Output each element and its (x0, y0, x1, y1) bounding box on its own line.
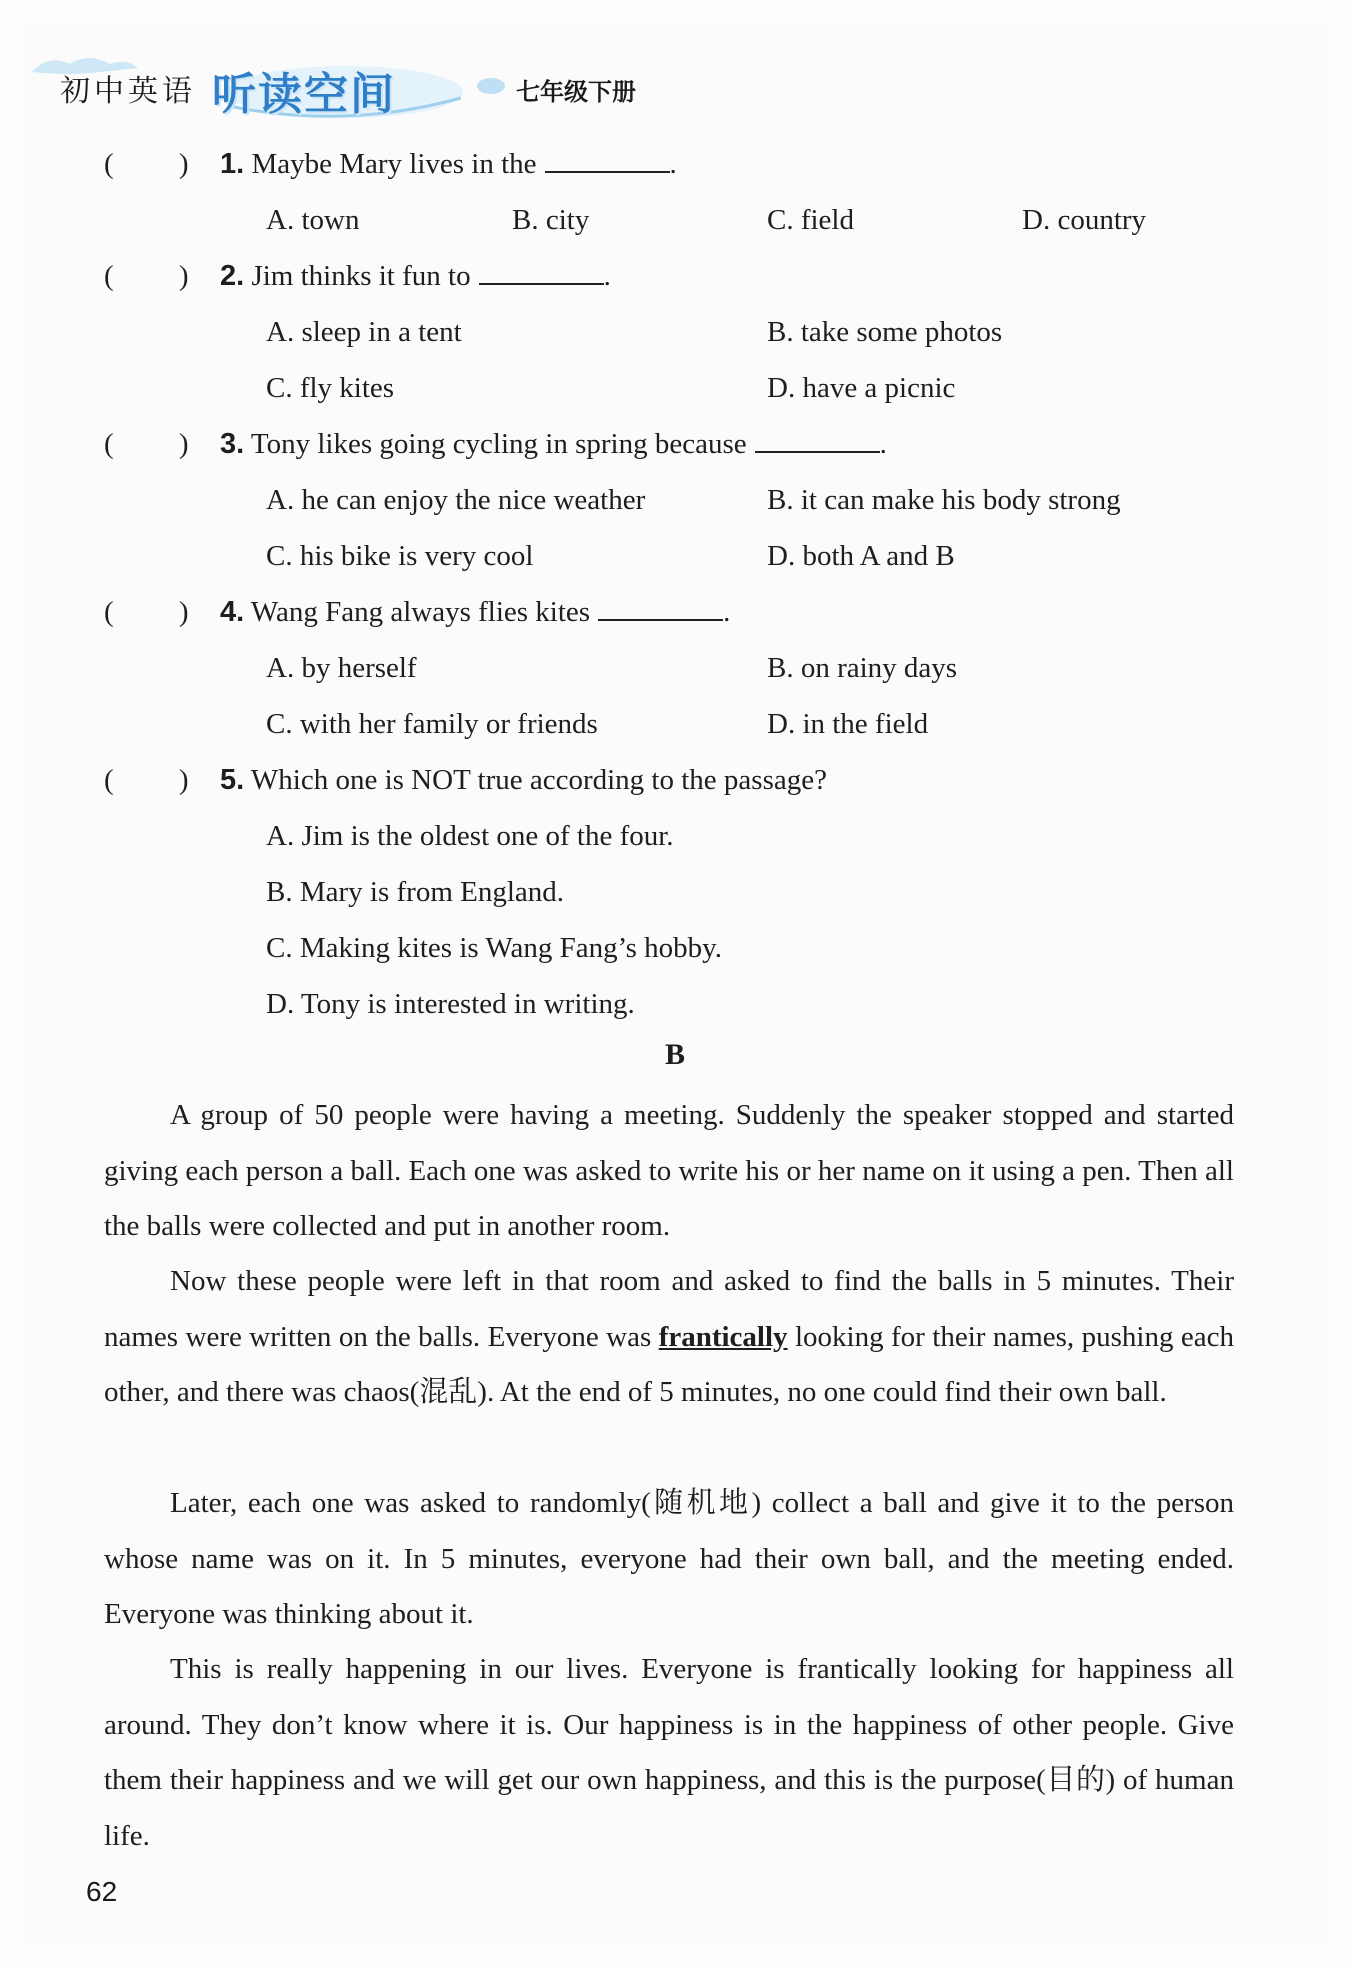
option-a: A. he can enjoy the nice weather (266, 484, 646, 516)
option-a: A. sleep in a tent (266, 316, 462, 348)
question-3 (220, 428, 887, 461)
passage-paragraph-4: This is really happening in our lives. Everyone is frantically looking for happiness all around. They don’t know where it is. Our happiness is in the happiness of other people. Give them their happiness and we will get our own happiness, and this is the purpose(目的) of human life. (104, 1653, 1234, 1852)
question-number: 1. (220, 148, 245, 180)
question-end: . (603, 260, 611, 292)
book-title: 初中英语 (60, 74, 196, 109)
answer-bracket: ( ) (104, 148, 189, 180)
question-stem: Jim thinks it fun to (251, 260, 471, 292)
option-d: D. both A and B (767, 540, 955, 572)
cloud-small-decoration (476, 76, 506, 96)
option-d: D. in the field (767, 708, 929, 740)
option-c: C. Making kites is Wang Fang’s hobby. (266, 932, 723, 964)
page-header (30, 50, 1320, 130)
answer-blank (598, 618, 723, 621)
vocabulary-word: frantically (658, 1320, 788, 1353)
passage-paragraph-3: Later, each one was asked to randomly(随机地) collect a ball and give it to the person whose name was on it. In 5 minutes, everyone had their own ball, and the meeting ended. Everyone was thinking about it. (104, 1487, 1234, 1630)
answer-blank (755, 450, 880, 453)
question-1 (220, 148, 677, 181)
question-end: . (723, 596, 731, 628)
passage-paragraph-1: A group of 50 people were having a meeting. Suddenly the speaker stopped and started giving each person a ball. Each one was asked to write his or her name on it using a pen. Then all the balls were collected and put in another room. (104, 1099, 1234, 1242)
section-title: B (664, 1038, 685, 1071)
option-b: B. Mary is from England. (266, 876, 565, 908)
brand-logo: 听读空间 (212, 69, 396, 120)
answer-bracket: ( ) (104, 596, 189, 628)
passage-paragraph-2 (104, 1254, 1234, 1421)
question-end: . (669, 148, 677, 180)
answer-bracket: ( ) (104, 764, 189, 796)
option-d: D. Tony is interested in writing. (266, 988, 635, 1020)
question-number: 5. (220, 764, 245, 796)
option-b: B. on rainy days (767, 652, 958, 684)
question-end: . (879, 428, 887, 460)
option-c: C. fly kites (266, 372, 395, 404)
question-stem: Maybe Mary lives in the (251, 148, 537, 180)
answer-blank (545, 170, 670, 173)
question-stem: Wang Fang always flies kites (250, 596, 591, 628)
option-a: A. by herself (266, 652, 417, 684)
option-a: A. town (266, 204, 360, 236)
question-number: 3. (220, 428, 245, 460)
option-d: D. country (1022, 204, 1147, 236)
paragraph-text: Now these people were left in that room and asked to find the balls in 5 minutes. Their names were written on the balls. Everyone was (104, 1265, 1234, 1353)
option-b: B. city (512, 204, 590, 236)
option-c: C. field (767, 204, 854, 236)
option-c: C. with her family or friends (266, 708, 598, 740)
grade-label: 七年级下册 (516, 78, 636, 106)
option-b: B. it can make his body strong (767, 484, 1121, 516)
option-c: C. his bike is very cool (266, 540, 534, 572)
question-stem: Which one is NOT true according to the passage? (250, 764, 827, 796)
answer-blank (479, 282, 604, 285)
option-b: B. take some photos (767, 316, 1003, 348)
question-number: 2. (220, 260, 245, 292)
question-number: 4. (220, 596, 245, 628)
answer-bracket: ( ) (104, 260, 189, 292)
answer-bracket: ( ) (104, 428, 189, 460)
option-d: D. have a picnic (767, 372, 956, 404)
option-a: A. Jim is the oldest one of the four. (266, 820, 674, 852)
question-4 (220, 596, 730, 629)
question-stem: Tony likes going cycling in spring because (250, 428, 747, 460)
page-number: 62 (86, 1876, 118, 1907)
question-5 (220, 764, 827, 797)
question-2 (220, 260, 611, 293)
paragraph-text: looking for their names, pushing each other, and there was chaos(混乱). At the end of 5 minutes, no one could find their own ball. (104, 1320, 1234, 1408)
